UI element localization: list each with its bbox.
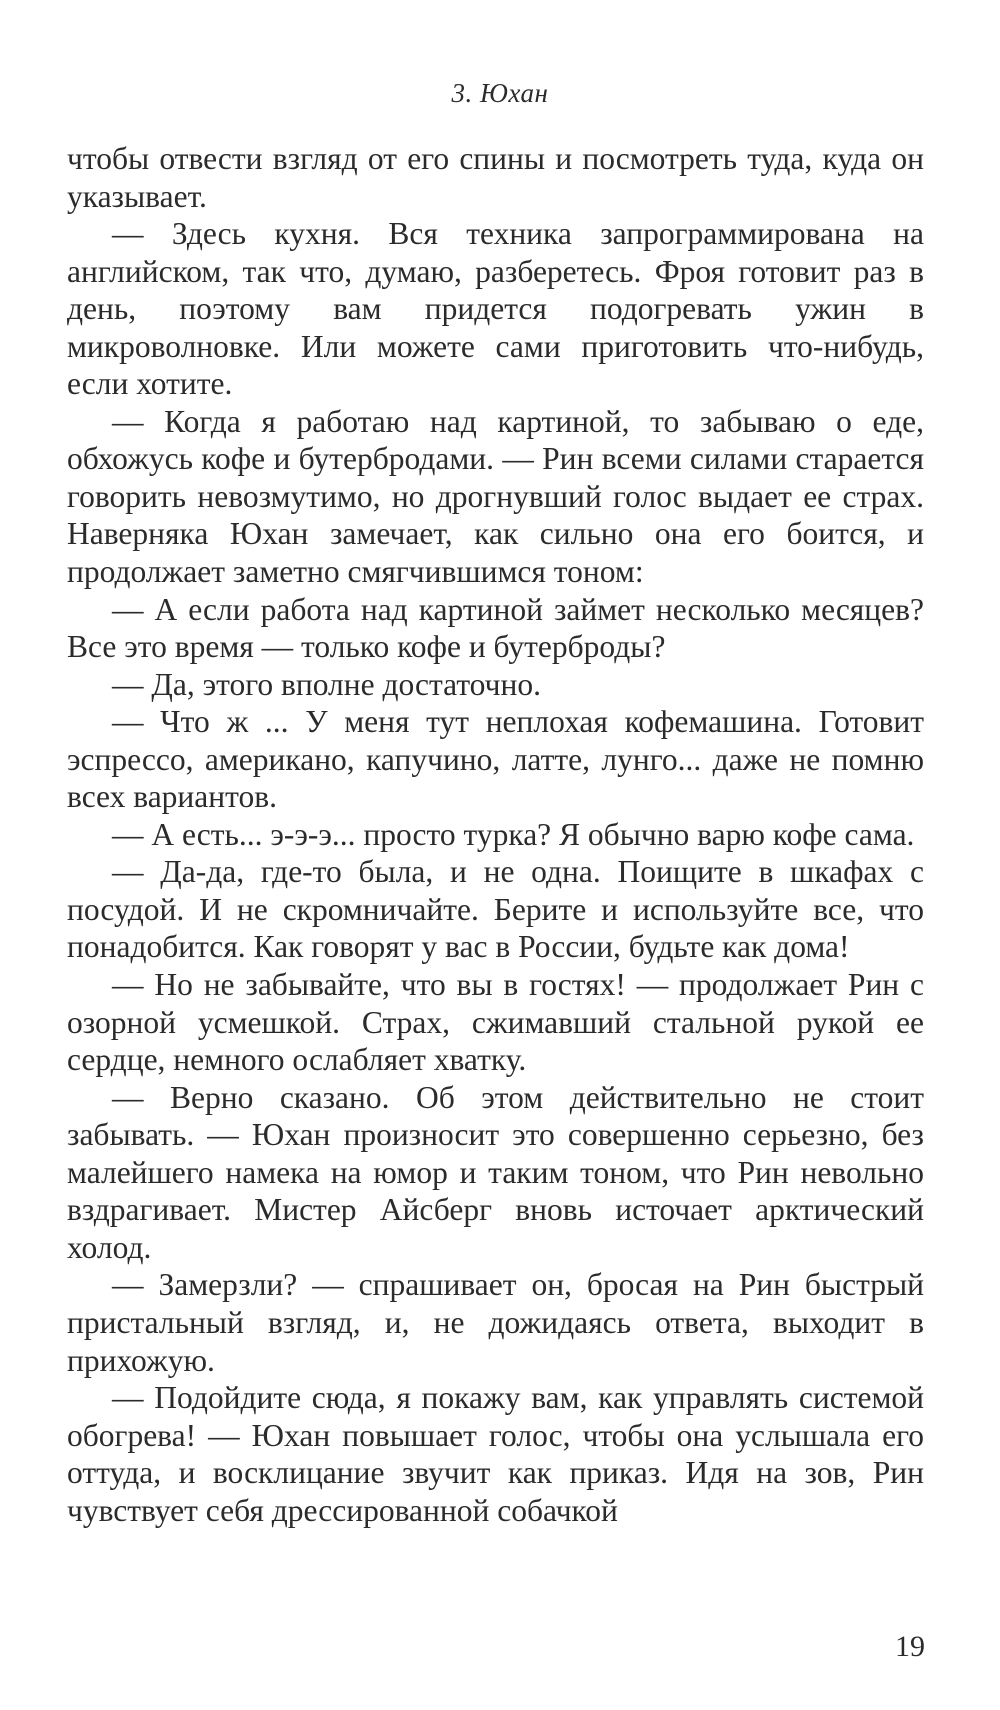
paragraph: — Но не забывайте, что вы в гостях! — продолжает Рин с озорной усмешкой. Страх, сжимавший стальной рукой ее сердце, немного ослабляет хватку. xyxy=(67,967,924,1078)
paragraph: — Верно сказано. Об этом действительно не стоит забывать. — Юхан произносит это совершенно серьезно, без малейшего намека на юмор и таким тоном, что Рин невольно вздрагивает. Мистер Айсберг вновь источает арктический холод. xyxy=(67,1079,924,1265)
paragraph: — Здесь кухня. Вся техника запрограммирована на английском, так что, думаю, разберетесь. Фроя готовит раз в день, поэтому вам придется подогревать ужин в микроволновке. Или можете сами приготовить что-нибудь, если хотите. xyxy=(67,216,924,402)
paragraph: — Да, этого вполне достаточно. xyxy=(112,666,541,702)
page-number: 19 xyxy=(895,1630,925,1663)
paragraph: чтобы отвести взгляд от его спины и посмотреть туда, куда он указывает. xyxy=(67,141,924,214)
paragraph: — Что ж ... У меня тут неплохая кофемашина. Готовит эспрессо, американо, капучино, латте, лунго... даже не помню всех вариантов. xyxy=(67,704,924,815)
running-head: 3. Юхан xyxy=(451,78,549,108)
paragraph: — Да-да, где-то была, и не одна. Поищите в шкафах с посудой. И не скромничайте. Берите и используйте все, что понадобится. Как говорят у вас в России, будьте как дома! xyxy=(67,854,924,965)
paragraph: — Когда я работаю над картиной, то забываю о еде, обхожусь кофе и бутербродами. — Рин всеми силами старается говорить невозмутимо, но дрогнувший голос выдает ее страх. Наверняка Юхан замечает, как сильно она его боится, и продолжает заметно смягчившимся тоном: xyxy=(67,403,924,590)
paragraph: — Замерзли? — спрашивает он, бросая на Рин быстрый пристальный взгляд, и, не дожидаясь ответа, выходит в прихожую. xyxy=(67,1267,924,1378)
paragraph: — А если работа над картиной займет несколько месяцев? Все это время — только кофе и бутерброды? xyxy=(67,591,924,665)
paragraph: — А есть... э-э-э... просто турка? Я обычно варю кофе сама. xyxy=(112,816,915,852)
paragraph: — Подойдите сюда, я покажу вам, как управлять системой обогрева! — Юхан повышает голос, чтобы она услышала его оттуда, и восклицание звучит как приказ. Идя на зов, Рин чувствует себя дрессированной собачкой xyxy=(67,1380,924,1528)
body-text xyxy=(67,140,924,1529)
